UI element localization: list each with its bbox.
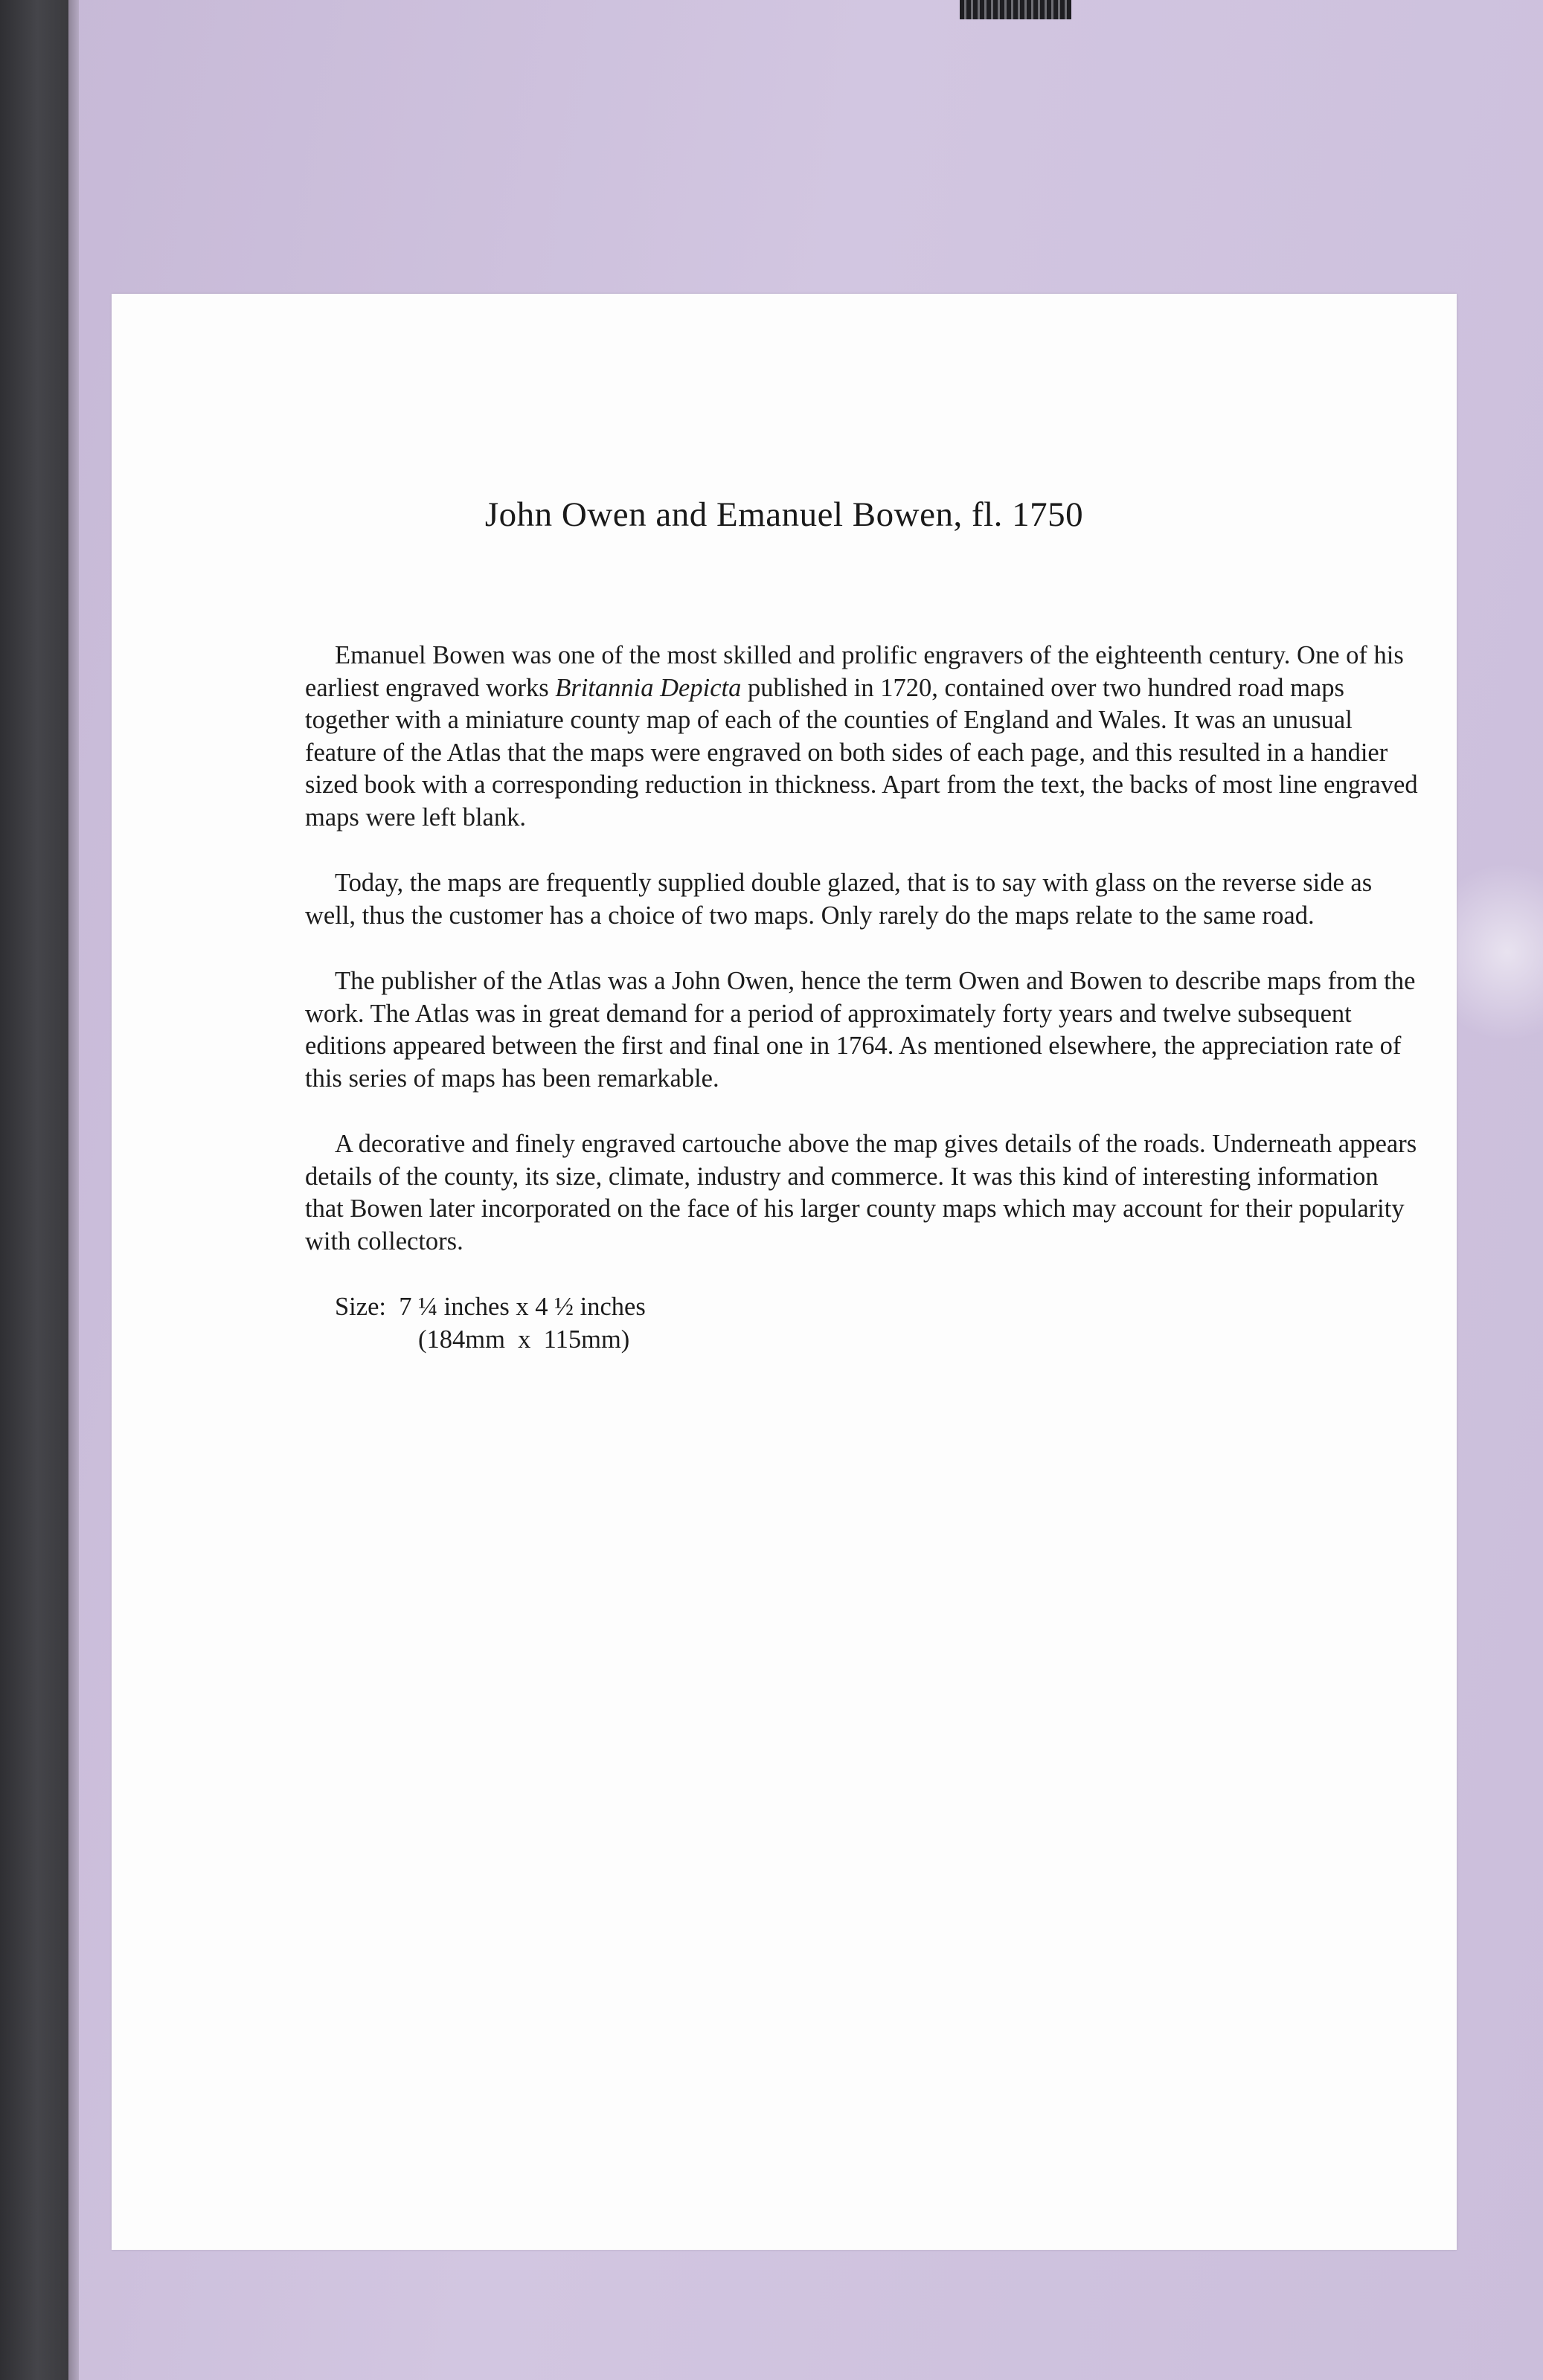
paragraph-cartouche: A decorative and finely engraved cartouche above the map gives details of the roads. Underneath appears details of the county, its size, climate, industry and commerce. It was this kind of interesting information that Bowen later incorporated on the face of his larger county maps which may account for their popularity with collectors. [305, 1130, 1417, 1255]
size-metric: (184mm x 115mm) [418, 1325, 630, 1354]
book-title-britannia-depicta: Britannia Depicta [555, 673, 742, 702]
size-imperial: Size: 7 ¼ inches x 4 ½ inches [335, 1293, 646, 1321]
map-size-block [305, 1291, 1421, 1356]
binder-edge [68, 0, 79, 2380]
document-title: John Owen and Emanuel Bowen, fl. 1750 [484, 495, 1084, 534]
binder-spine [0, 0, 68, 2380]
document-sheet [112, 294, 1457, 2250]
paragraph-bowen-intro [305, 640, 1421, 834]
paragraph-text: Emanuel Bowen was one of the most skilled and prolific engravers of the eighteenth century. One of his earliest engraved works [305, 641, 1404, 702]
paragraph-double-glazed: Today, the maps are frequently supplied double glazed, that is to say with glass on the reverse side as well, thus the customer has a choice of two maps. Only rarely do the maps relate to the same road. [305, 869, 1373, 930]
paragraph-text: published in 1720, contained over two hundred road maps together with a miniature county map of each of the counties of England and Wales. It was an unusual feature of the Atlas that the maps were engraved on both sides of each page, and this resulted in a handier sized book with a corresponding reduction in thickness. Apart from the text, the backs of most line engraved maps were left blank. [305, 673, 1418, 832]
top-edge-strip [960, 0, 1071, 19]
paragraph-publisher-owen: The publisher of the Atlas was a John Owen, hence the term Owen and Bowen to describe maps from the work. The Atlas was in great demand for a period of approximately forty years and twelve subsequent editions appeared between the first and final one in 1764. As mentioned elsewhere, the appreciation rate of this series of maps has been remarkable. [305, 967, 1416, 1093]
document-body [305, 640, 1421, 1356]
